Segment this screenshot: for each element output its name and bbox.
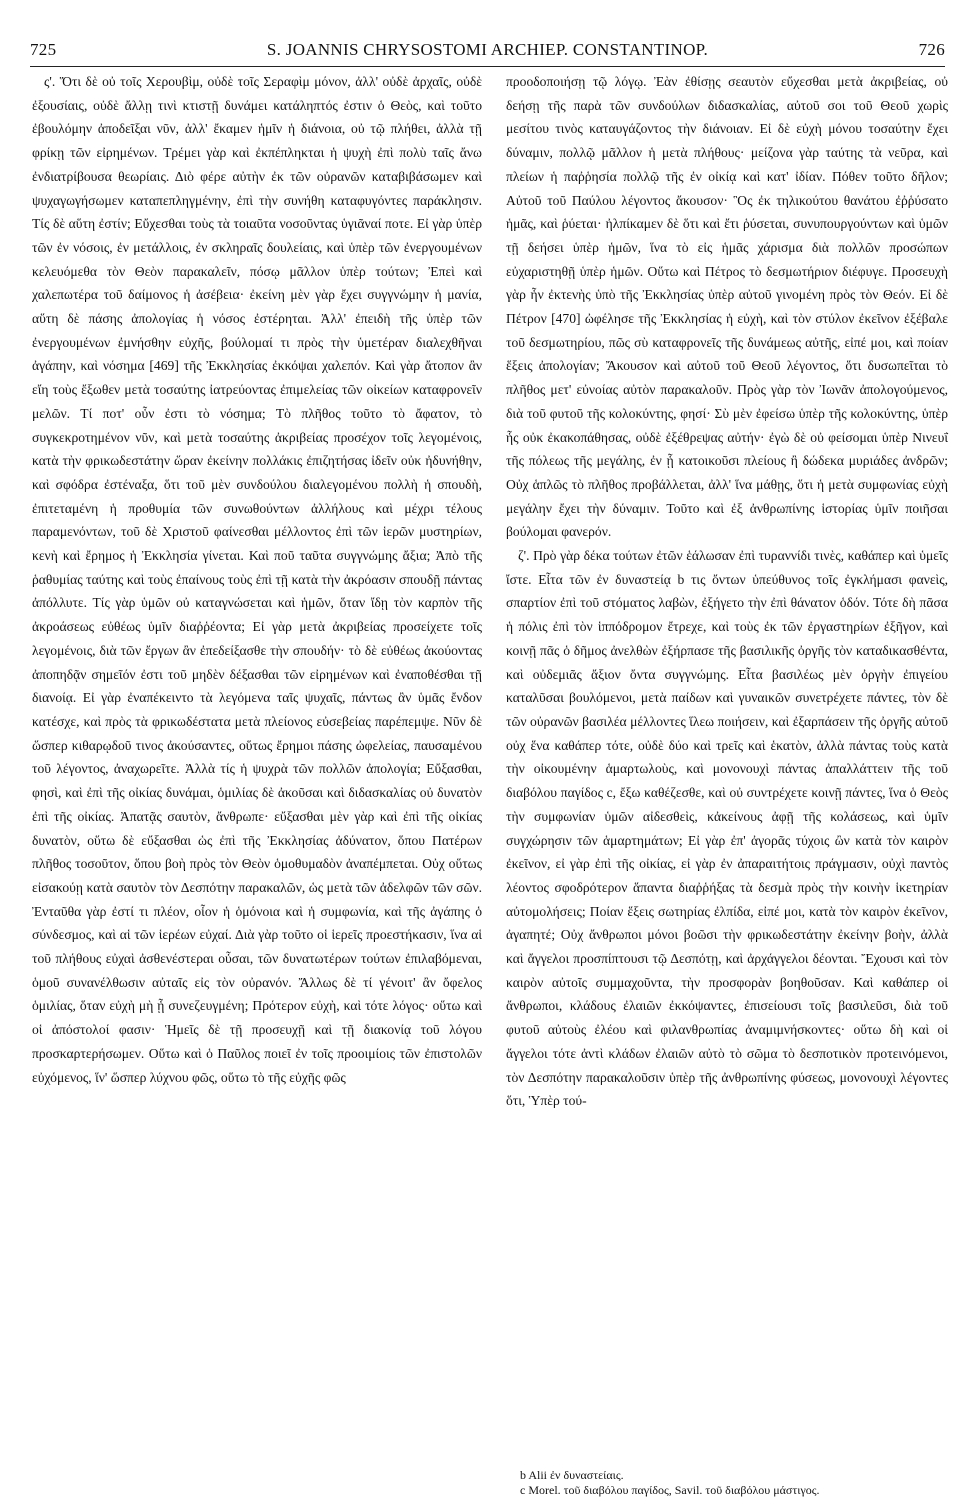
running-header xyxy=(30,40,945,64)
page-number-right: 726 xyxy=(918,40,945,59)
continued-paragraph: προοδοποιήσῃ τῷ λόγῳ. Ἐὰν ἐθίσῃς σεαυτὸν εὔχεσθαι μετὰ ἀκριβείας, οὐ δεήσῃ τῆς παρὰ τῶν συνδούλων διδασκαλίας, αὐτοῦ σοι τοῦ Θεοῦ χωρὶς μεσίτου τινὸς καταυγάζοντος τὴν διάνοιαν. Εἰ δὲ εὐχὴ μόνου τοσαύτην ἔχει δύναμιν, πολλῷ μᾶλλον ἡ μετὰ πλήθους· μείζονα γὰρ ταύτης τὰ νεῦρα, καὶ πλείων ἡ παῤῥησία πολλῷ τῆς ἐν οἰκίᾳ καὶ κατ' ἰδίαν. Πόθεν τοῦτο δῆλον; Αὐτοῦ τοῦ Παύλου λέγοντος ἄκουσον· Ὃς ἐκ τηλικούτου θανάτου ἐῤῥύσατο ἡμᾶς, καὶ ῥύεται· ἠλπίκαμεν δὲ ὅτι καὶ ἔτι ῥύσεται, συνυπουργούντων καὶ ὑμῶν τῇ δεήσει ὑπὲρ ἡμῶν, ἵνα τὸ εἰς ἡμᾶς χάρισμα διὰ πολλῶν προσώπων εὐχαριστηθῇ ὑπὲρ ἡμῶν. Οὕτω καὶ Πέτρος τὸ δεσμωτήριον διέφυγε. Προσευχὴ γὰρ ἦν ἐκτενὴς ὑπὸ τῆς Ἐκκλησίας ὑπὲρ αὐτοῦ γινομένη πρὸς τὸν Θεόν. Εἰ δὲ Πέτρον [470] ὠφέλησε τῆς Ἐκκλησίας ἡ εὐχὴ, καὶ τὸν στύλον ἐκεῖνον ἐξέβαλε τοῦ δεσμωτηρίου, πῶς σὺ καταφρονεῖς τῆς δυνάμεως αὐτῆς, εἰπέ μοι, καὶ ποίαν ἕξεις ἀπολογίαν; Ἄκουσον καὶ αὐτοῦ τοῦ Θεοῦ λέγοντος, ὅτι δυσωπεῖται τὸ πλῆθος μετ' εὐνοίας αὐτὸν παρακαλοῦν. Πρὸς γὰρ τὸν Ἰωνᾶν ἀπολογούμενος, διὰ τοῦ φυτοῦ τῆς κολοκύντης, φησί· Σὺ μὲν ἐφείσω ὑπὲρ τῆς κολοκύντης, ὑπὲρ ἧς οὐκ ἐκακοπάθησας, οὐδὲ ἐξέθρεψας αὐτήν· ἐγὼ δὲ οὐ φείσομαι ὑπὲρ Νινευΐ τῆς πόλεως τῆς μεγάλης, ἐν ᾗ κατοικοῦσι πλείους ἢ δώδεκα μυριάδες ἀνδρῶν; Οὐχ ἁπλῶς τὸ πλῆθος προβάλλεται, ἀλλ' ἵνα μάθῃς, ὅτι ἡ μετὰ συμφωνίας εὐχὴ μεγάλην ἔχει τὴν δύναμιν. Τοῦτο καὶ ἐξ ἀνθρωπίνης ἱστορίας ὑμῖν ποιῆσαι βούλομαι φανερόν. xyxy=(506,74,948,540)
footnote-c: c Morel. τοῦ διαβόλου παγίδος, Savil. τοῦ διαβόλου μάστιγος. xyxy=(520,1483,820,1497)
running-title: S. JOANNIS CHRYSOSTOMI ARCHIEP. CONSTANTINOP. xyxy=(266,40,709,59)
section-7-paragraph: ζ'. Πρὸ γὰρ δέκα τούτων ἐτῶν ἑάλωσαν ἐπὶ τυραννίδι τινὲς, καθάπερ καὶ ὑμεῖς ἴστε. Εἶτα τῶν ἐν δυναστείᾳ b τις ὄντων ὑπεύθυνος τοῖς ἐγκλήμασι φανεὶς, σπαρτίον ἐπὶ τοῦ στόματος λαβὼν, ἐξήγετο τὴν ἐπὶ θάνατον ὁδόν. Τότε δὴ πᾶσα ἡ πόλις ἐπὶ τὸν ἱππόδρομον ἔτρεχε, καὶ τοὺς ἐκ τῶν ἐργαστηρίων ἐξῆγον, καὶ κοινῇ πᾶς ὁ δῆμος ἀνελθὼν ἐξήρπασε τῆς βασιλικῆς ὀργῆς τὸν καταδικασθέντα, καὶ οὐδεμιᾶς ἄξιον ὄντα συγγνώμης. Εἶτα βασιλέως μὲν ὀργὴν ἐπιγείου καταλῦσαι βουλόμενοι, μετὰ παίδων καὶ γυναικῶν συνετρέχετε πάντες, τὸν δὲ τῶν οὐρανῶν βασιλέα μέλλοντες ἵλεω ποιήσειν, καὶ ἐξαρπάσειν τῆς ὀργῆς αὐτοῦ οὐχ ἕνα καθάπερ τότε, οὐδὲ δύο καὶ τρεῖς καὶ ἑκατὸν, ἀλλὰ πάντας τοὺς κατὰ τὴν οἰκουμένην ἁμαρτωλοὺς, καὶ μονονουχὶ πάντας ἀπαλλάττειν τῆς τοῦ διαβόλου παγίδος c, ἔξω καθέζεσθε, καὶ οὐ συντρέχετε κοινῇ πάντες, ἵνα ὁ Θεὸς τὴν συμφωνίαν ὑμῶν αἰδεσθεὶς, κἀκείνους ἀφῇ τῆς κολάσεως, καὶ ὑμῖν συγχώρησιν τῶν ἁμαρτημάτων; Εἰ γὰρ ἐπ' ἀγορᾶς τύχοις ὢν κατὰ τὸν καιρὸν ἐκεῖνον, εἰ γὰρ ἐπὶ τῆς οἰκίας, εἰ γὰρ ἐν ἀπαραιτήτοις πράγμασιν, οὐχὶ παντὸς λέοντος σφοδρότερον ἅπαντα διαῤῥήξας τὰ δεσμὰ πρὸς τὴν κοινὴν ἱκετηρίαν αὐτομολήσεις; Ποίαν ἕξεις σωτηρίας ἐλπίδα, εἰπέ μοι, κατὰ τὸν καιρὸν ἐκεῖνον, ἀγαπητέ; Οὐχ ἄνθρωποι μόνοι βοῶσι τὴν φρικωδεστάτην ἐκείνην βοὴν, ἀλλὰ καὶ ἄγγελοι προσπίπτουσι τῷ Δεσπότῃ, καὶ ἀρχάγγελοι δέονται. Ἔχουσι καὶ τὸν καιρὸν αὐτοῖς συμμαχοῦντα, τὴν προσφορὰν βοηθοῦσαν. Καὶ καθάπερ οἱ ἄνθρωποι, κλάδους ἐλαιῶν ἐκκόψαντες, ἐπισείουσι τοῖς βασιλεῦσι, διὰ τοῦ φυτοῦ αὐτοὺς ἐλέου καὶ φιλανθρωπίας ἀναμιμνήσκοντες· οὕτω δὴ καὶ οἱ ἄγγελοι τότε ἀντὶ κλάδων ἐλαιῶν αὐτὸ τὸ σῶμα τὸ δεσποτικὸν προτεινόμενοι, τὸν Δεσπότην παρακαλοῦσιν ὑπὲρ τῆς ἀνθρωπίνης φύσεως, μονονουχὶ λέγοντες ὅτι, Ὑπὲρ τού- xyxy=(506,548,948,1109)
footnotes xyxy=(520,1468,950,1498)
section-6-paragraph: ς'. Ὅτι δὲ οὐ τοῖς Χερουβὶμ, οὐδὲ τοῖς Σεραφὶμ μόνον, ἀλλ' οὐδὲ ἀρχαῖς, οὐδὲ ἐξουσίαις, οὐδὲ ἄλλῃ τινὶ κτιστῇ δυνάμει κατάληπτός ἐστιν ὁ Θεὸς, καὶ τοῦτο ἐβουλόμην ἀποδεῖξαι νῦν, ἀλλ' ἔκαμεν ἡμῖν ἡ διάνοια, οὐ τῷ πλήθει, ἀλλὰ τῇ φρίκῃ τῶν εἰρημένων. Τρέμει γὰρ καὶ ἐκπέπληκται ἡ ψυχὴ ἐπὶ πολὺ ταῖς ἄνω ἐνδιατρίβουσα θεωρίαις. Διὸ φέρε αὐτὴν ἐκ τῶν οὐρανῶν καταβιβάσωμεν καὶ ψυχαγωγήσωμεν καταπεπληγμένην, ἐπὶ τὴν συνήθη καταφυγόντες παράκλησιν. Τίς δὲ αὕτη ἐστίν; Εὔχεσθαι τοὺς τὰ τοιαῦτα νοσοῦντας ὑγιᾶναί ποτε. Εἰ γὰρ ὑπὲρ τῶν ἐν νόσοις, ἐν μετάλλοις, ἐν σκληραῖς δουλείαις, καὶ ὑπὲρ τῶν ἐνεργουμένων κελευόμεθα τὸν Θεὸν παρακαλεῖν, πόσῳ μᾶλλον ὑπὲρ τούτων; Ἐπεὶ καὶ χαλεπωτέρα τοῦ δαίμονος ἡ ἀσέβεια· ἐκείνη μὲν γὰρ ἔχει συγγνώμην ἡ μανία, αὕτη δὲ πάσης ἀπολογίας ἡ νόσος ἐστέρηται. Ἀλλ' ἐπειδὴ τῆς ὑπὲρ τῶν ἐνεργουμένων ἐμνήσθην εὐχῆς, βούλομαί τι πρὸς τὴν ὑμετέραν διαλεχθῆναι ἀγάπην, καὶ νόσημα [469] τῆς Ἐκκλησίας ἐκκόψαι χαλεπόν. Καὶ γὰρ ἄτοπον ἂν εἴη τοὺς ἔξωθεν μετὰ τοσαύτης ἰατρεύοντας ἐπιμελείας τῶν οἰκείων καταφρονεῖν μελῶν. Τί ποτ' οὖν ἐστι τὸ νόσημα; Τὸ πλῆθος τοῦτο τὸ ἄφατον, τὸ συγκεκροτημένον νῦν, καὶ μετὰ τοσαύτης ἀκριβείας προσέχον τοῖς λεγομένοις, κατὰ τὴν φρικωδεστάτην ὥραν ἐκείνην πολλάκις ἐπιζητήσας ἰδεῖν οὐκ ἠδυνήθην, καὶ σφόδρα ἐστέναξα, ὅτι τοῦ μὲν συνδούλου διαλεγομένου πολλὴ ἡ σπουδὴ, ἐπιτεταμένη ἡ προθυμία τῶν συνωθούντων ἀλλήλους καὶ μέχρι τέλους παραμενόντων, τοῦ δὲ Χριστοῦ φαίνεσθαι μέλλοντος ἐπὶ τῶν ἱερῶν μυστηρίων, κενὴ καὶ ἔρημος ἡ Ἐκκλησία γίνεται. Καὶ ποῦ ταῦτα συγγνώμης ἄξια; Ἀπὸ τῆς ῥαθυμίας ταύτης καὶ τοὺς ἐπαίνους τοὺς ἐπὶ τῇ κατὰ τὴν ἀκρόασιν σπουδῇ πάντας ἀπόλλυτε. Τίς γὰρ ὑμῶν οὐ καταγνώσεται καὶ ἡμῶν, ὅταν ἴδῃ τὸν καρπὸν τῆς ἀκροάσεως εὐθέως ὑμῖν διαῤῥέοντα; Εἰ γὰρ μετὰ ἀκριβείας προσείχετε τοῖς λεγομένοις, διὰ τῶν ἔργων ἂν ἐπεδείξασθε τὴν σπουδήν· τὸ δὲ εὐθέως ἀκούοντας ἀποπηδᾷν σημεῖόν ἐστι τοῦ μηδὲν δέξασθαι τῶν εἰρημένων καὶ ἐναποθέσθαι τῇ διανοίᾳ. Εἰ γὰρ ἐναπέκειντο τὰ λεγόμενα ταῖς ψυχαῖς, πάντως ἂν ὑμᾶς ἔνδον κατέσχε, καὶ πρὸς τὰ φρικωδέστατα μετὰ πλείονος εὐσεβείας παρέπεμψε. Νῦν δὲ ὥσπερ κιθαρῳδοῦ τινος ἀκούσαντες, οὕτως ἔρημοι πάσης ὠφελείας, παυσαμένου τοῦ λέγοντος, ἀναχωρεῖτε. Ἀλλὰ τίς ἡ ψυχρὰ τῶν πολλῶν ἀπολογία; Εὔξασθαι, φησὶ, καὶ ἐπὶ τῆς οἰκίας δυνάμαι, ὁμιλίας δὲ ἀκοῦσαι καὶ διδασκαλίας οὐ δυνατὸν ἐπὶ τῆς οἰκίας. Ἀπατᾷς σαυτὸν, ἄνθρωπε· εὔξασθαι μὲν γὰρ καὶ ἐπὶ τῆς οἰκίας δυνατὸν, οὕτω δὲ εὔξασθαι ὡς ἐπὶ τῆς Ἐκκλησίας ἀδύνατον, ὅπου Πατέρων πλῆθος τοσοῦτον, ὅπου βοὴ πρὸς τὸν Θεὸν ὁμοθυμαδὸν ἀναπέμπεται. Οὐχ οὕτως εἰσακούῃ κατὰ σαυτὸν τὸν Δεσπότην παρακαλῶν, ὡς μετὰ τῶν ἀδελφῶν τῶν σῶν. Ἐνταῦθα γὰρ ἐστί τι πλέον, οἷον ἡ ὁμόνοια καὶ ἡ συμφωνία, καὶ τῆς ἀγάπης ὁ σύνδεσμος, καὶ αἱ τῶν ἱερέων εὐχαί. Διὰ γὰρ τοῦτο οἱ ἱερεῖς προεστήκασιν, ἵνα αἱ τοῦ πλήθους εὐχαὶ ἀσθενέστεραι οὖσαι, τῶν δυνατωτέρων τούτων ἐπιλαβόμεναι, ὁμοῦ συνανέλθωσιν αὐταῖς εἰς τὸν οὐρανόν. Ἄλλως δὲ τί γένοιτ' ἂν ὄφελος ὁμιλίας, ὅταν εὐχὴ μὴ ᾖ συνεζευγμένη; Πρότερον εὐχὴ, καὶ τότε λόγος· οὕτω καὶ οἱ ἀπόστολοί φασιν· Ἡμεῖς δὲ τῇ προσευχῇ καὶ τῇ διακονίᾳ τοῦ λόγου προσκαρτερήσωμεν. Οὕτω καὶ ὁ Παῦλος ποιεῖ ἐν τοῖς προοιμίοις τῶν ἐπιστολῶν εὐχόμενος, ἵν' ὥσπερ λύχνου φῶς, οὕτω τὸ τῆς εὐχῆς φῶς xyxy=(32,74,482,1085)
footnote-b: b Alii ἐν δυναστείαις. xyxy=(520,1468,624,1482)
right-column xyxy=(506,70,948,1113)
page-number-left: 725 xyxy=(30,40,57,59)
header-rule xyxy=(30,66,945,67)
left-column xyxy=(32,70,482,1089)
